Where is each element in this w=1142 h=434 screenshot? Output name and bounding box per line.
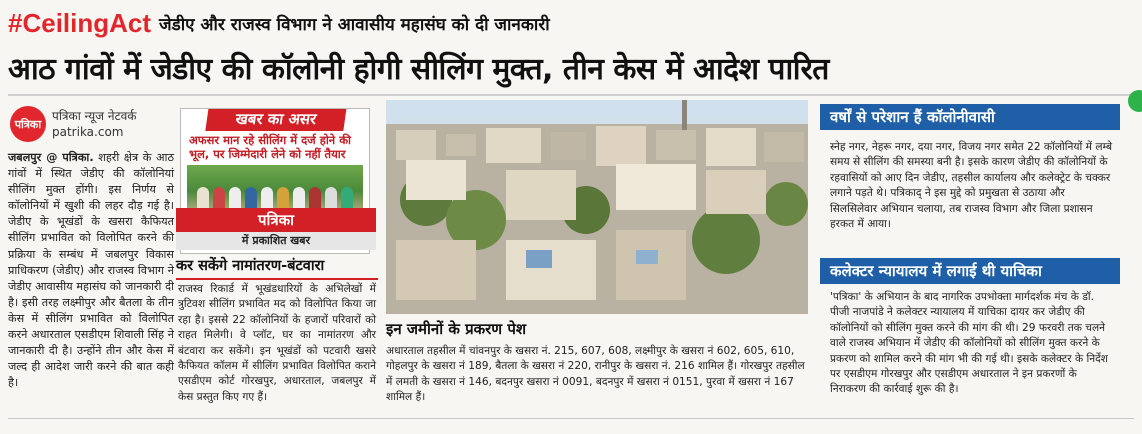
petition-text: 'पत्रिका' के अभियान के बाद नागरिक उपभोक्ता मार्गदर्शक मंच के डॉ. पीजी नाजपांडे ने कलेक्टर न्यायालय में याचिका दायर कर जेडीए की कॉलोनियों को सीलिंग मुक्त करने की मांग की थी। 29 फरवरी तक चलने वाले राजस्व अभियान में जेडीए की कॉलोनियों को सीलिंग मुक्त करने के प्रकरण को शामिल करने की मांग भी की गई थी। इसके कलेक्टर के निर्देश पर एसडीएम गोरखपुर और एसडीएम अधारताल ने इन प्रकरणों के निराकरण की कार्रवाई शुरू की है। [830, 291, 1108, 396]
bottom-divider [8, 418, 1134, 419]
patrika-logo: पत्रिका [10, 106, 46, 142]
residents-text: स्नेह नगर, नेहरू नगर, दया नगर, विजय नगर समेत 22 कॉलोनियों में लम्बे समय से सीलिंग की समस्या बनी है। इसके कारण जेडीए की कॉलोनियों के रहवासियों को आए दिन जेडीए, तहसील कार्यालय और कलेक्ट्रेट के चक्कर लगाने पड़ते थे। पत्रिकाद् ने इस मुद्दे को प्रमुखता से उठाया और सिलसिलेवार अभियान चलाया, तब राजस्व विभाग और जिला प्रशासन हरकत में आया। [830, 141, 1112, 231]
lead-text: शहरी क्षेत्र के आठ गांवों में स्थित जेडीए की कॉलोनियां सीलिंग मुक्त होंगी। इस निर्णय से कॉलोनियों में खुशी की लहर दौड़ गई है। जेडीए के भूखंडों के खसरा कैफियत सीलिंग प्रभावित को विलोपित करने की प्रक्रिया के सम्बंध में जबलपुर विकास प्राधिकरण (जेडीए) और राजस्व विभाग ने जेडीए आवासीय महासंघ को जानकारी दी है। इसी तरह लक्ष्मीपुर और बैतला के तीन केस में सीलिंग प्रभावित को विलोपित करने अधारताल एसडीएम शिवाली सिंह ने जानकारी दी है। उन्होंने तीन और केस में जल्द ही आदेश जारी करने की बात कही है। [8, 151, 174, 390]
top-divider [8, 94, 1134, 96]
land-heading: इन जमीनों के प्रकरण पेश [386, 320, 527, 338]
kicker-tag: #CeilingAct [8, 7, 152, 38]
published-banner: पत्रिका [176, 208, 376, 232]
residents-heading: वर्षों से परेशान हैं कॉलोनीवासी [820, 104, 1120, 130]
lead-column [8, 150, 174, 391]
green-marker [1128, 90, 1142, 112]
byline-site: patrika.com [52, 125, 124, 139]
petition-heading: कलेक्टर न्यायालय में लगाई थी याचिका [820, 258, 1120, 284]
byline-network: पत्रिका न्यूज नेटवर्क [52, 109, 137, 123]
clipping-headline: अफसर मान रहे सीलिंग में दर्ज होने की भूल, पर जिम्मेदारी लेने को नहीं तैयार [189, 133, 351, 161]
headline: आठ गांवों में जेडीए की कॉलोनी होगी सीलिंग मुक्त, तीन केस में आदेश पारित [8, 52, 829, 87]
published-banner-sub: में प्रकाशित खबर [176, 232, 376, 250]
dateline: जबलपुर @ पत्रिका. [8, 151, 94, 164]
kicker [8, 6, 550, 40]
city-aerial-photo [386, 100, 808, 314]
kicker-subtitle: जेडीए और राजस्व विभाग ने आवासीय महासंघ को दी जानकारी [159, 14, 550, 35]
mid-text: राजस्व रिकार्ड में भूखंडधारियों के अभिलेखों में त्रुटिवश सीलिंग प्रभावित मद को विलोपित किया जा रहा है। इससे 22 कॉलोनियों के हजारों परिवारों को राहत मिलेगी। वे प्लॉट, घर का नामांतरण और बंटवारा कर सकेंगे। इन भूखंडों को पटवारी खसरे कैफियत कॉलम में सीलिंग प्रभावित विलोपित कराने एसडीएम कोर्ट गोरखपुर, अधारताल, जबलपुर में केस प्रस्तुत किए गए हैं। [178, 283, 376, 403]
mid-heading: कर सकेंगे नामांतरण-बंटवारा [176, 256, 378, 280]
clipping-tag: खबर का असर [205, 108, 346, 131]
byline [10, 104, 170, 144]
land-text: अधारताल तहसील में चांवनपुर के खसरा नं. 215, 607, 608, लक्ष्मीपुर के खसरा नं 602, 605, 610, गोहलपुर के खसरा नं 189, बैतला के खसरा नं 220, रानीपुर के खसरा नं. 216 शामिल हैं। गोरखपुर तहसील में लमती के खसरा नं 146, बदनपुर खसरा नं 0091, बदनपुर में खसरा नं 0151, पुरवा में खसरा नं 167 शामिल हैं। [386, 345, 805, 404]
